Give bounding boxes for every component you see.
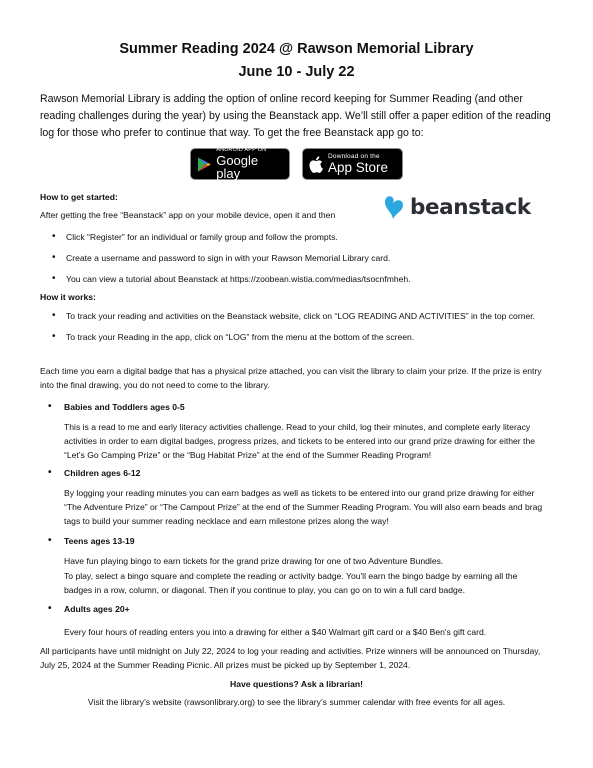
section-children — [48, 466, 548, 528]
beanstack-leaf-icon — [383, 194, 405, 220]
section-babies-toddlers — [48, 400, 548, 462]
getting-started-lead: After getting the free “Beanstack” app on your mobile device, open it and then — [40, 210, 336, 220]
website-line: Visit the library’s website (rawsonlibrary.org) to see the library’s summer calendar with free events for all ages. — [87, 697, 506, 707]
section-body: Every four hours of reading enters you into a drawing for either a $40 Walmart gift card or a $40 Ben's gift card. — [64, 627, 487, 637]
page-subtitle-dates: June 10 - July 22 — [238, 64, 355, 80]
section-title: • Teens ages 13-19 — [48, 534, 548, 548]
getting-started-heading: How to get started: — [40, 192, 118, 202]
app-store-badge[interactable] — [302, 148, 403, 180]
section-body: This is a read to me and early literacy activities challenge. Read to your child, log their minutes, and complete early literacy activities in order to earn digital badges, progress prizes, and tickets to be entered into our grand prize drawing for either the “Let’s Go Camping Prize” or the “Bug Habitat Prize” at the end of the Summer Reading Program! — [64, 422, 536, 460]
how-it-works-heading: How it works: — [40, 292, 96, 302]
list-item: • Click “Register” for an individual or family group and follow the prompts. — [52, 230, 552, 244]
section-title: • Children ages 6-12 — [48, 466, 548, 480]
page-title: Summer Reading 2024 @ Rawson Memorial Library — [119, 41, 474, 57]
app-store-badges — [0, 148, 593, 180]
list-item: • To track your reading and activities on the Beanstack website, click on “LOG READING AND ACTIVITIES” in the top corner. — [52, 309, 542, 323]
questions-line: Have questions? Ask a librarian! — [230, 679, 363, 689]
apple-icon — [309, 156, 323, 173]
intro-paragraph: Rawson Memorial Library is adding the option of online record keeping for Summer Reading (and other reading challenges during the year) by using the Beanstack app. We’ll still offer a paper edition of the reading log for those who prefer to continue that way. To get the free Beanstack app go to: — [40, 93, 551, 139]
section-body-continued: To play, select a bingo square and complete the reading or activity badge. You'll earn the bingo badge by earning all the badges in a row, column, or diagonal. Then if you continue to play, you can go on to win a full card badge. — [64, 571, 518, 595]
google-play-badge[interactable] — [190, 148, 290, 180]
apple-badge-big-text: App Store — [328, 160, 389, 175]
google-badge-small-text: ANDROID APP ON — [216, 146, 267, 153]
section-adults — [48, 602, 548, 639]
section-title: • Babies and Toddlers ages 0-5 — [48, 400, 548, 414]
section-body: Have fun playing bingo to earn tickets for the grand prize drawing for one of two Adventure Bundles. — [64, 556, 444, 566]
beanstack-wordmark: beanstack — [410, 194, 531, 220]
section-teens — [48, 534, 548, 597]
list-item: • You can view a tutorial about Beanstack at https://zoobean.wistia.com/medias/tsocnfmheh. — [52, 272, 552, 286]
list-item: • To track your Reading in the app, click on “LOG” from the menu at the bottom of the screen. — [52, 330, 542, 344]
section-title: • Adults ages 20+ — [48, 602, 548, 616]
google-play-icon — [197, 156, 211, 173]
apple-badge-small-text: Download on the — [328, 152, 380, 160]
section-body: By logging your reading minutes you can earn badges as well as tickets to be entered into our grand prize drawing for either “The Adventure Prize” or “The Campout Prize” at the end of the Summer Reading Program. You will also earn beads and brag tags to build your summer reading necklace and earn milestone prizes along the way! — [64, 488, 543, 526]
google-badge-big-text: Google play — [216, 153, 259, 182]
beanstack-logo — [383, 194, 531, 220]
list-item: • Create a username and password to sign in with your Rawson Memorial Library card. — [52, 251, 552, 265]
closing-paragraph: All participants have until midnight on July 22, 2024 to log your reading and activities. Prize winners will be announced on Thursday, July 25, 2024 at the Summer Reading Picnic. All prizes must be picked up by September 1, 2024. — [40, 646, 541, 670]
prize-paragraph: Each time you earn a digital badge that has a physical prize attached, you can visit the library to claim your prize. If the prize is entry into the final drawing, you do not need to come to the library. — [40, 366, 542, 390]
how-it-works-list — [52, 309, 542, 344]
getting-started-list — [52, 230, 552, 286]
